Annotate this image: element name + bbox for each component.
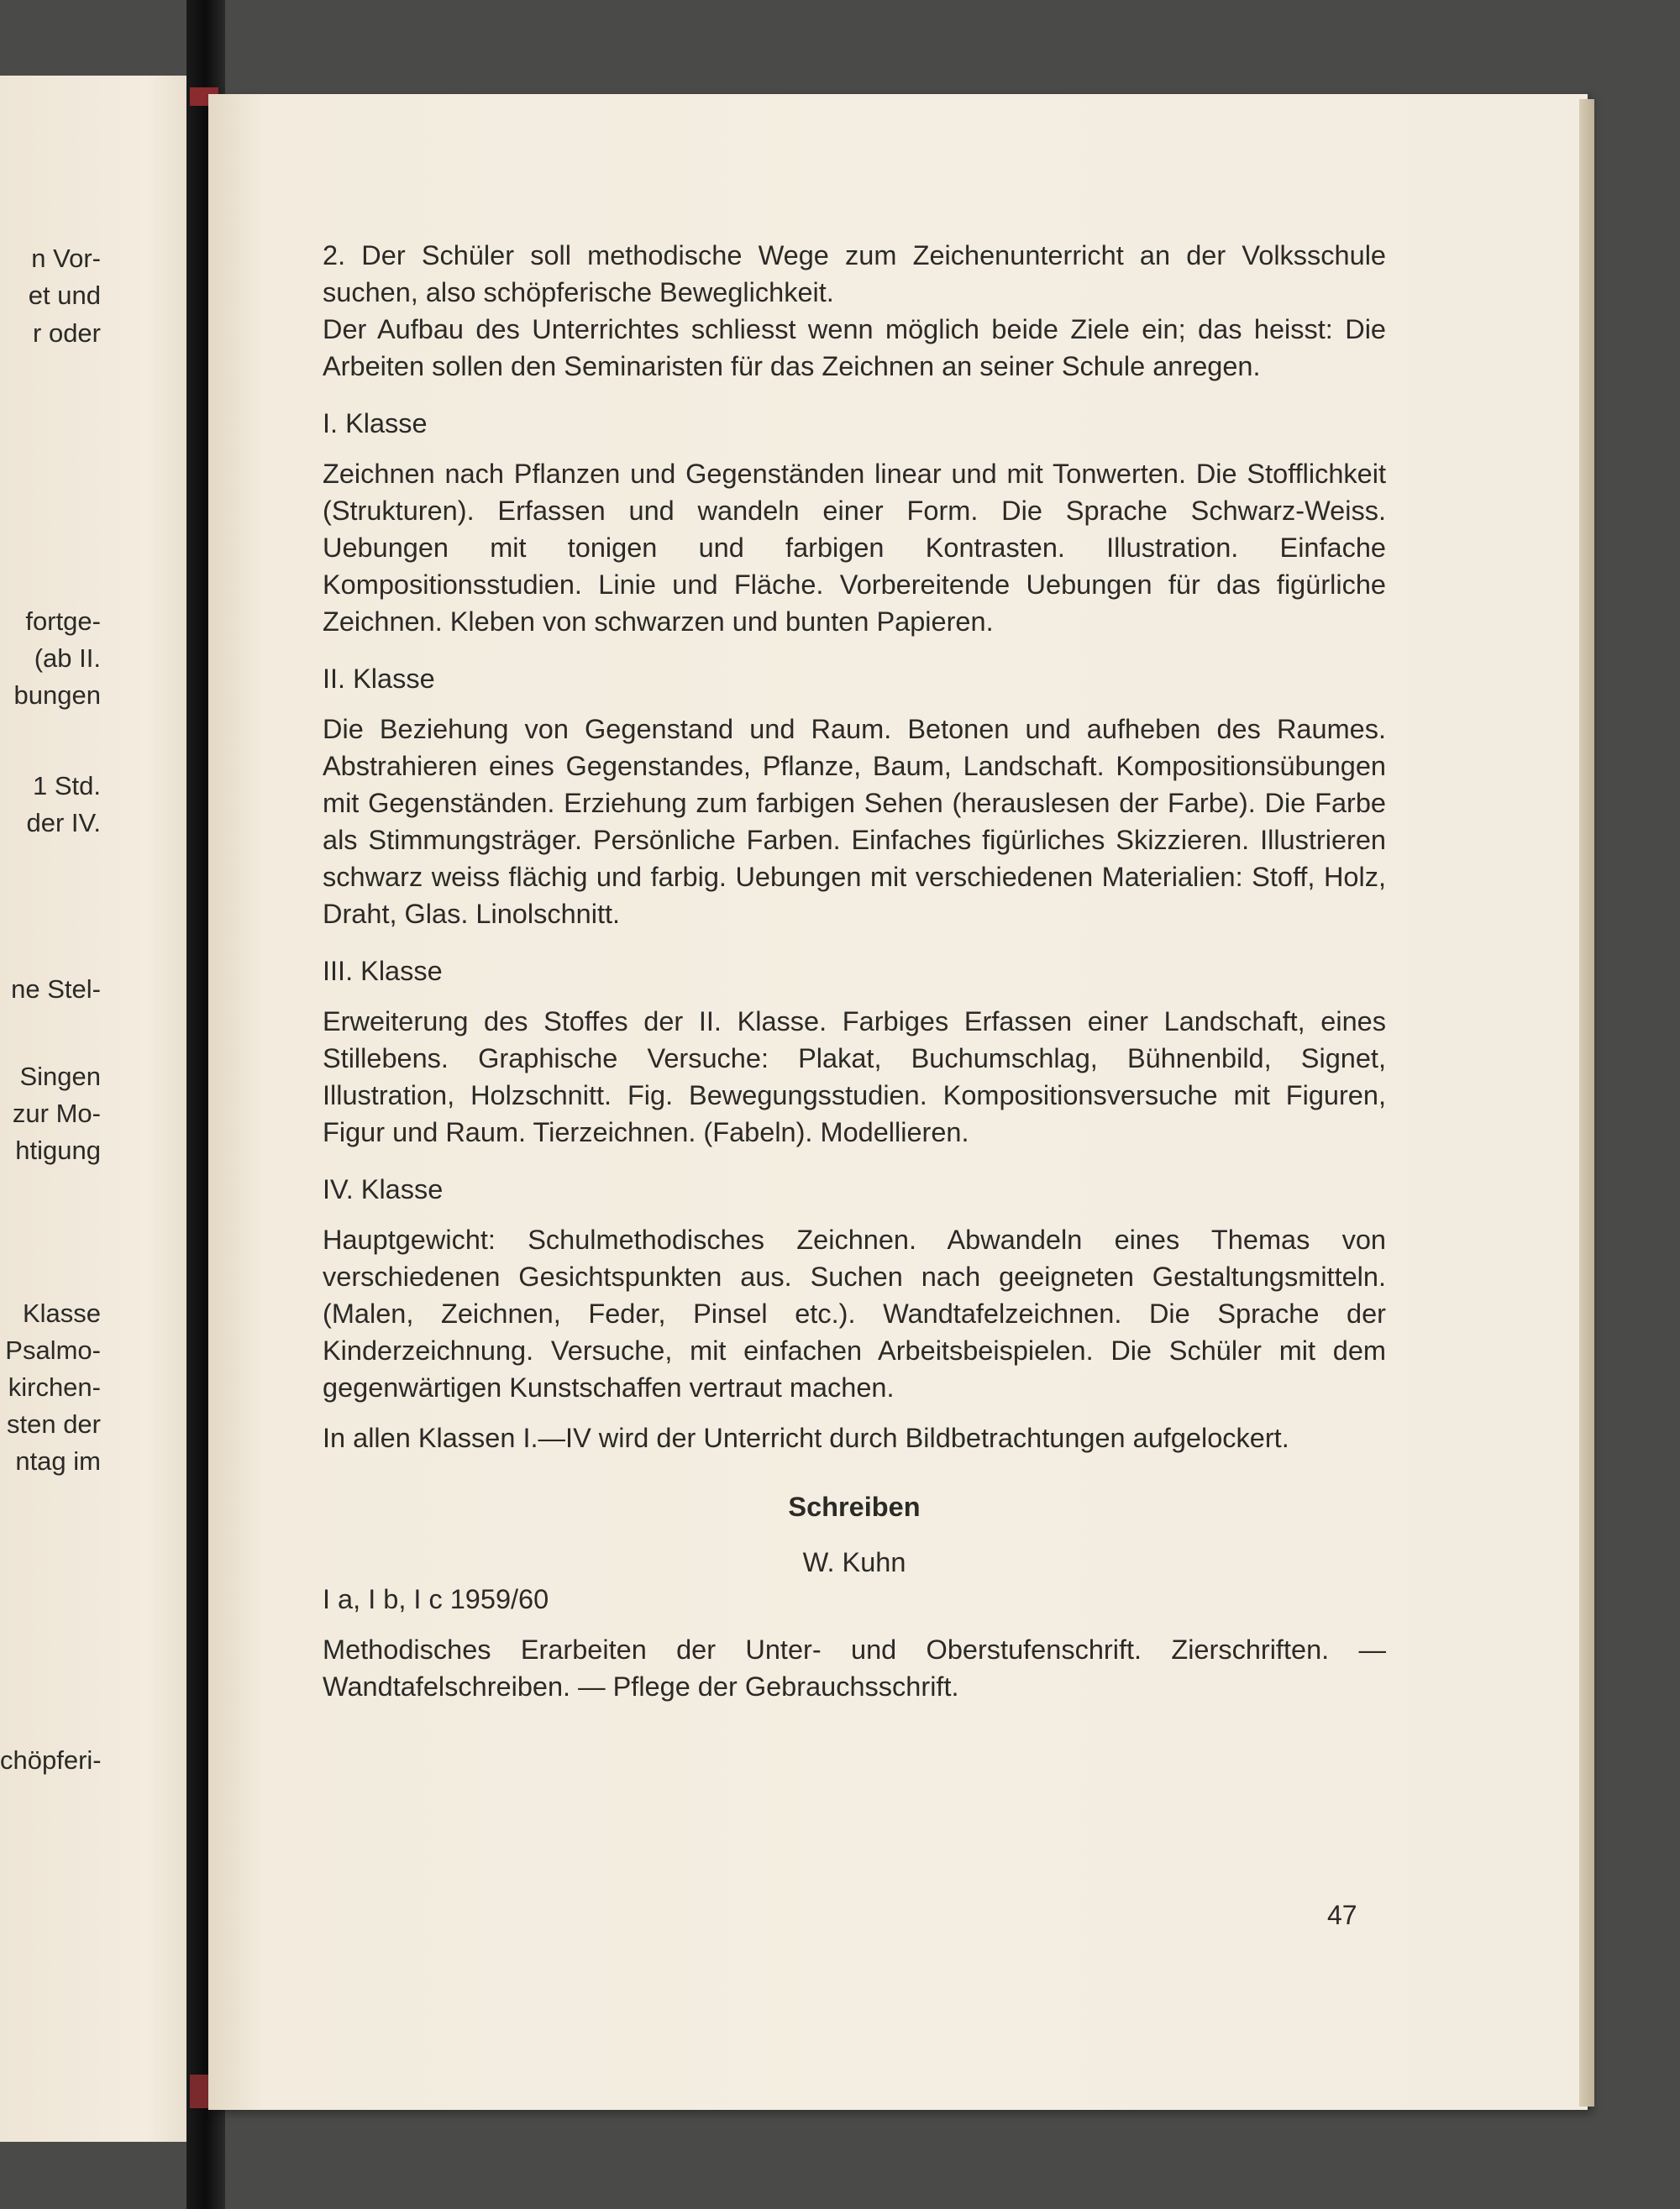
page-content — [323, 237, 1386, 1718]
left-fragment: ne Stel- — [11, 974, 101, 1004]
class-heading-4: IV. Klasse — [323, 1174, 444, 1204]
intro-paragraph-1: 2. Der Schüler soll methodische Wege zum Zeichenunterricht an der Volksschule suchen, also schöpferische Beweglichkeit. — [323, 240, 1386, 307]
left-fragment: et und — [28, 281, 101, 310]
left-fragment: ntag im — [15, 1446, 101, 1476]
class-text-4: Hauptgewicht: Schulmethodisches Zeichnen. Abwandeln eines Themas von verschiedenen Gesichtspunkten aus. Suchen nach geeigneten Gestaltungsmitteln. (Malen, Zeichnen, Feder, Pinsel etc.). Wandtafelzeichnen. Die Sprache der Kinderzeichnung. Versuche, mit einfachen Arbeitsbeispielen. Die Schüler mit dem gegenwärtigen Kunstschaffen vertraut machen. — [323, 1225, 1386, 1403]
left-fragment: sten der — [6, 1409, 101, 1439]
intro-paragraph-2: Der Aufbau des Unterrichtes schliesst wenn möglich beide Ziele ein; das heisst: Die Arbeiten sollen den Seminaristen für das Zeichnen an seiner Schule anregen. — [323, 314, 1386, 381]
left-fragment: r oder — [33, 318, 101, 348]
left-fragment: der IV. — [26, 808, 101, 837]
left-fragment: Klasse — [22, 1299, 101, 1328]
page-number: 47 — [1327, 1900, 1357, 1930]
left-fragment: kirchen- — [8, 1372, 101, 1402]
closing-paragraph: In allen Klassen I.—IV wird der Unterricht durch Bildbetrachtungen aufgelockert. — [323, 1423, 1289, 1453]
classes-line: I a, I b, I c 1959/60 — [323, 1584, 549, 1614]
class-heading-1: I. Klasse — [323, 408, 428, 438]
left-fragment: (ab II. — [34, 643, 101, 673]
left-fragment: chöpferi- — [0, 1745, 102, 1775]
author-name: W. Kuhn — [802, 1547, 906, 1577]
class-heading-2: II. Klasse — [323, 664, 435, 694]
left-fragment: fortge- — [25, 606, 101, 636]
left-fragment: n Vor- — [31, 244, 101, 273]
page-edge — [1579, 99, 1594, 2107]
left-fragment: bungen — [13, 680, 101, 710]
schreiben-text: Methodisches Erarbeiten der Unter- und Oberstufenschrift. Zierschriften. — Wandtafelschreiben. — Pflege der Gebrauchsschrift. — [323, 1634, 1386, 1702]
class-text-1: Zeichnen nach Pflanzen und Gegenständen linear und mit Tonwerten. Die Stofflichkeit (Strukturen). Erfassen und wandeln einer Form. Die Sprache Schwarz-Weiss. Uebungen mit tonigen und farbigen Kontrasten. Illustration. Einfache Kompositionsstudien. Linie und Fläche. Vorbereitende Uebungen für das figürliche Zeichnen. Kleben von schwarzen und bunten Papieren. — [323, 459, 1386, 637]
class-text-2: Die Beziehung von Gegenstand und Raum. Betonen und aufheben des Raumes. Abstrahieren eines Gegenstandes, Pflanze, Baum, Landschaft. Kompositionsübungen mit Gegenständen. Erziehung zum farbigen Sehen (herauslesen der Farbe). Die Farbe als Stimmungsträger. Persönliche Farben. Einfaches figürliches Skizzieren. Illustrieren schwarz weiss flächig und farbig. Uebungen mit verschiedenen Materialien: Stoff, Holz, Draht, Glas. Linolschnitt. — [323, 714, 1386, 929]
left-fragment: Psalmo- — [5, 1335, 101, 1365]
section-title-schreiben: Schreiben — [788, 1492, 921, 1522]
left-fragment: Singen — [19, 1062, 101, 1091]
left-fragment: zur Mo- — [12, 1099, 101, 1128]
left-page — [0, 76, 210, 2142]
class-heading-3: III. Klasse — [323, 956, 443, 986]
left-fragment: 1 Std. — [33, 771, 101, 800]
left-fragment: htigung — [15, 1136, 101, 1165]
class-text-3: Erweiterung des Stoffes der II. Klasse. Farbiges Erfassen einer Landschaft, eines Stillebens. Graphische Versuche: Plakat, Buchumschlag, Bühnenbild, Signet, Illustration, Holzschnitt. Fig. Bewegungsstudien. Kompositionsversuche mit Figuren, Figur und Raum. Tierzeichnen. (Fabeln). Modellieren. — [323, 1006, 1386, 1147]
